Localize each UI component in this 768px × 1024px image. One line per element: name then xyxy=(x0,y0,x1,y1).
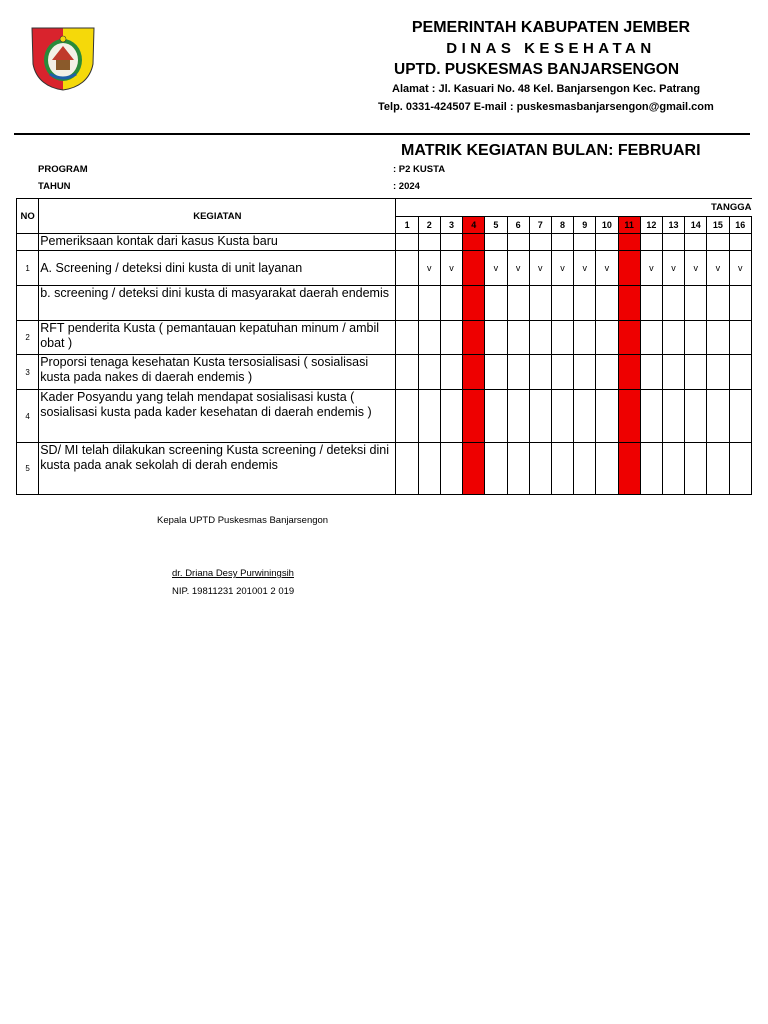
day-header-14: 14 xyxy=(685,217,707,234)
day-cell xyxy=(440,234,462,251)
day-header-15: 15 xyxy=(707,217,729,234)
table-row xyxy=(17,355,752,390)
day-cell xyxy=(596,321,618,355)
header-agency: DINAS KESEHATAN xyxy=(446,40,656,57)
day-cell xyxy=(418,321,440,355)
day-cell xyxy=(574,321,596,355)
day-cell xyxy=(640,390,662,443)
day-cell xyxy=(396,443,418,495)
day-header-9: 9 xyxy=(574,217,596,234)
row-number: 1 xyxy=(17,251,39,286)
day-cell xyxy=(485,443,507,495)
table-row xyxy=(17,443,752,495)
day-header-13: 13 xyxy=(662,217,684,234)
day-header-6: 6 xyxy=(507,217,529,234)
day-cell xyxy=(507,355,529,390)
check-mark: v xyxy=(538,262,543,273)
check-mark: v xyxy=(560,262,565,273)
day-cell xyxy=(707,234,729,251)
day-cell xyxy=(418,390,440,443)
day-cell xyxy=(596,251,618,286)
day-cell xyxy=(507,390,529,443)
day-cell xyxy=(662,390,684,443)
day-cell xyxy=(574,443,596,495)
day-cell xyxy=(685,286,707,321)
table-row xyxy=(17,234,752,251)
day-cell xyxy=(551,251,573,286)
day-cell xyxy=(440,390,462,443)
day-cell xyxy=(463,234,485,251)
day-cell xyxy=(729,234,751,251)
day-cell xyxy=(707,443,729,495)
day-cell xyxy=(662,251,684,286)
day-cell xyxy=(662,286,684,321)
day-cell xyxy=(396,286,418,321)
day-cell xyxy=(707,390,729,443)
day-cell xyxy=(596,286,618,321)
column-header-tanggal: TANGGA xyxy=(396,199,752,217)
day-cell xyxy=(485,286,507,321)
activity-cell: b. screening / deteksi dini kusta di masyarakat daerah endemis xyxy=(39,286,396,321)
day-cell xyxy=(529,234,551,251)
year-value: : 2024 xyxy=(393,181,420,192)
day-cell xyxy=(485,234,507,251)
day-cell xyxy=(440,286,462,321)
day-cell xyxy=(463,355,485,390)
document-title: MATRIK KEGIATAN BULAN: FEBRUARI xyxy=(401,142,701,159)
signature-nip: NIP. 19811231 201001 2 019 xyxy=(172,586,295,597)
day-cell xyxy=(396,234,418,251)
day-cell xyxy=(440,321,462,355)
day-cell xyxy=(551,390,573,443)
day-cell xyxy=(729,321,751,355)
day-cell xyxy=(529,321,551,355)
day-header-2: 2 xyxy=(418,217,440,234)
day-cell xyxy=(529,251,551,286)
day-cell xyxy=(640,321,662,355)
program-value: : P2 KUSTA xyxy=(393,164,446,175)
check-mark: v xyxy=(693,262,698,273)
check-mark: v xyxy=(649,262,654,273)
day-cell xyxy=(396,251,418,286)
day-cell xyxy=(640,443,662,495)
column-header-no: NO xyxy=(17,199,39,234)
day-cell xyxy=(685,355,707,390)
day-header-4: 4 xyxy=(463,217,485,234)
day-cell xyxy=(485,390,507,443)
day-cell xyxy=(662,234,684,251)
day-cell xyxy=(662,355,684,390)
day-cell xyxy=(685,443,707,495)
row-number: 4 xyxy=(17,390,39,443)
day-cell xyxy=(463,321,485,355)
activity-cell: Pemeriksaan kontak dari kasus Kusta baru xyxy=(39,234,396,251)
program-label: PROGRAM xyxy=(38,164,88,175)
check-mark: v xyxy=(449,262,454,273)
signature-title: Kepala UPTD Puskesmas Banjarsengon xyxy=(157,515,329,526)
header-puskesmas: UPTD. PUSKESMAS BANJARSENGON xyxy=(394,61,680,78)
row-number xyxy=(17,286,39,321)
day-cell xyxy=(596,390,618,443)
day-cell xyxy=(596,234,618,251)
day-header-11: 11 xyxy=(618,217,640,234)
check-mark: v xyxy=(582,262,587,273)
header-government: PEMERINTAH KABUPATEN JEMBER xyxy=(411,19,691,36)
table-row xyxy=(17,286,752,321)
day-cell xyxy=(640,355,662,390)
day-cell xyxy=(729,355,751,390)
day-cell xyxy=(729,443,751,495)
check-mark: v xyxy=(715,262,721,273)
day-cell xyxy=(729,286,751,321)
day-header-3: 3 xyxy=(440,217,462,234)
check-mark: v xyxy=(493,262,499,273)
day-cell xyxy=(440,355,462,390)
table-row xyxy=(17,321,752,355)
day-header-1: 1 xyxy=(396,217,418,234)
day-cell xyxy=(463,390,485,443)
header-contact: Telp. 0331-424507 E-mail : puskesmasbanjarsengon@gmail.com xyxy=(378,101,714,113)
day-cell xyxy=(551,321,573,355)
day-cell xyxy=(685,321,707,355)
day-cell xyxy=(618,251,640,286)
day-cell xyxy=(507,234,529,251)
day-cell xyxy=(418,443,440,495)
day-cell xyxy=(707,286,729,321)
day-cell xyxy=(529,390,551,443)
jember-regency-logo xyxy=(30,24,96,94)
day-cell xyxy=(529,286,551,321)
day-cell xyxy=(551,355,573,390)
day-cell xyxy=(463,251,485,286)
activity-cell: RFT penderita Kusta ( pemantauan kepatuhan minum / ambil obat ) xyxy=(39,321,396,355)
day-cell xyxy=(551,286,573,321)
day-cell xyxy=(418,234,440,251)
day-cell xyxy=(418,355,440,390)
day-cell xyxy=(485,321,507,355)
day-cell xyxy=(640,251,662,286)
check-mark: v xyxy=(671,262,676,273)
day-header-7: 7 xyxy=(529,217,551,234)
day-cell xyxy=(729,390,751,443)
day-cell xyxy=(507,286,529,321)
day-cell xyxy=(396,355,418,390)
activity-cell: SD/ MI telah dilakukan screening Kusta screening / deteksi dini kusta pada anak sekolah di derah endemis xyxy=(39,443,396,495)
day-cell xyxy=(574,234,596,251)
day-cell xyxy=(618,390,640,443)
row-number: 3 xyxy=(17,355,39,390)
day-cell xyxy=(729,251,751,286)
row-number: 5 xyxy=(17,443,39,495)
day-cell xyxy=(574,251,596,286)
check-mark: v xyxy=(515,262,521,273)
day-cell xyxy=(685,390,707,443)
day-cell xyxy=(707,355,729,390)
check-mark: v xyxy=(604,262,610,273)
day-cell xyxy=(618,321,640,355)
day-cell xyxy=(662,443,684,495)
day-cell xyxy=(485,355,507,390)
check-mark: v xyxy=(427,262,432,273)
day-cell xyxy=(396,390,418,443)
activity-cell: A. Screening / deteksi dini kusta di unit layanan xyxy=(39,251,396,286)
day-cell xyxy=(440,251,462,286)
day-cell xyxy=(418,251,440,286)
table-row xyxy=(17,251,752,286)
signature-name: dr. Driana Desy Purwiningsih xyxy=(172,568,294,579)
day-cell xyxy=(463,443,485,495)
year-label: TAHUN xyxy=(38,181,71,192)
day-cell xyxy=(618,355,640,390)
row-number: 2 xyxy=(17,321,39,355)
day-cell xyxy=(507,443,529,495)
day-cell xyxy=(507,251,529,286)
day-cell xyxy=(574,390,596,443)
column-header-kegiatan: KEGIATAN xyxy=(39,199,396,234)
day-header-16: 16 xyxy=(729,217,751,234)
day-cell xyxy=(618,234,640,251)
day-cell xyxy=(662,321,684,355)
day-cell xyxy=(596,443,618,495)
day-header-5: 5 xyxy=(485,217,507,234)
day-cell xyxy=(685,234,707,251)
day-cell xyxy=(685,251,707,286)
day-header-10: 10 xyxy=(596,217,618,234)
day-cell xyxy=(418,286,440,321)
day-cell xyxy=(618,286,640,321)
day-cell xyxy=(507,321,529,355)
day-cell xyxy=(574,286,596,321)
day-cell xyxy=(396,321,418,355)
day-cell xyxy=(707,251,729,286)
day-cell xyxy=(596,355,618,390)
day-cell xyxy=(618,443,640,495)
activity-matrix xyxy=(16,198,752,495)
day-header-8: 8 xyxy=(551,217,573,234)
check-mark: v xyxy=(738,262,743,273)
day-cell xyxy=(640,234,662,251)
row-number xyxy=(17,234,39,251)
day-cell xyxy=(485,251,507,286)
activity-cell: Kader Posyandu yang telah mendapat sosialisasi kusta ( sosialisasi kusta pada kader kesehatan di daerah endemis ) xyxy=(39,390,396,443)
day-header-12: 12 xyxy=(640,217,662,234)
header-address: Alamat : Jl. Kasuari No. 48 Kel. Banjarsengon Kec. Patrang xyxy=(392,83,701,95)
day-cell xyxy=(440,443,462,495)
day-cell xyxy=(574,355,596,390)
day-cell xyxy=(529,443,551,495)
header-divider xyxy=(14,133,750,135)
day-cell xyxy=(529,355,551,390)
day-cell xyxy=(551,234,573,251)
day-cell xyxy=(707,321,729,355)
activity-cell: Proporsi tenaga kesehatan Kusta tersosialisasi ( sosialisasi kusta pada nakes di daerah endemis ) xyxy=(39,355,396,390)
table-row xyxy=(17,390,752,443)
day-cell xyxy=(640,286,662,321)
day-cell xyxy=(463,286,485,321)
day-cell xyxy=(551,443,573,495)
